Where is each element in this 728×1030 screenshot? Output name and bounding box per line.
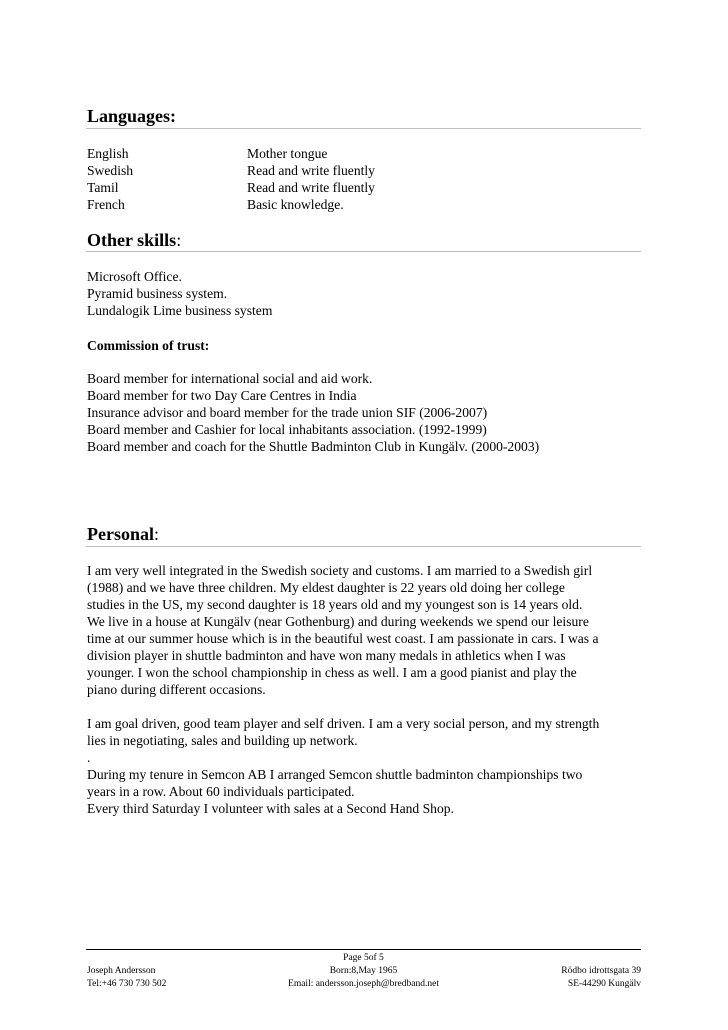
commission-item: Board member and Cashier for local inhabitants association. (1992-1999) <box>87 422 487 437</box>
language-level: Mother tongue <box>247 146 328 161</box>
language-level: Read and write fluently <box>247 163 375 178</box>
footer-phone: Tel:+46 730 730 502 <box>87 979 167 989</box>
commission-item: Insurance advisor and board member for the trade union SIF (2006-2007) <box>87 405 488 420</box>
footer-street: Rödbo idrottsgata 39 <box>561 966 641 976</box>
personal-line: lies in negotiating, sales and building up network. <box>87 733 358 748</box>
personal-line: We live in a house at Kungälv (near Gothenburg) and during weekends we spend our leisure <box>87 614 589 629</box>
language-level: Basic knowledge. <box>247 197 344 212</box>
personal-heading-text: Personal <box>87 524 154 544</box>
footer-rule <box>86 949 641 950</box>
personal-line: . <box>87 750 91 765</box>
personal-line: (1988) and we have three children. My eldest daughter is 22 years old doing her college <box>87 580 565 595</box>
language-name: Tamil <box>87 180 119 195</box>
personal-line: younger. I won the school championship in chess as well. I am a good pianist and play the <box>87 665 577 680</box>
personal-line: time at our summer house which is in the beautiful west coast. I am passionate in cars. I was a <box>87 631 599 646</box>
skill-item: Lundalogik Lime business system <box>87 303 273 318</box>
footer-name: Joseph Andersson <box>87 966 156 976</box>
language-name: Swedish <box>87 163 134 178</box>
other-skills-rule <box>86 251 641 252</box>
other-skills-heading-colon: : <box>176 230 182 250</box>
personal-line: Every third Saturday I volunteer with sales at a Second Hand Shop. <box>87 801 454 816</box>
other-skills-heading-text: Other skills <box>87 230 177 250</box>
personal-line: division player in shuttle badminton and have won many medals in athletics when I was <box>87 648 566 663</box>
skill-item: Pyramid business system. <box>87 286 228 301</box>
language-level: Read and write fluently <box>247 180 375 195</box>
personal-line: years in a row. About 60 individuals participated. <box>87 784 355 799</box>
personal-heading-colon: : <box>154 524 160 544</box>
footer-page-number: Page 5of 5 <box>343 953 384 963</box>
skill-item: Microsoft Office. <box>87 269 182 284</box>
commission-item: Board member for international social and aid work. <box>87 371 373 386</box>
commission-item: Board member and coach for the Shuttle Badminton Club in Kungälv. (2000-2003) <box>87 439 540 454</box>
languages-heading: Languages: <box>87 106 177 126</box>
footer-email: Email: andersson.joseph@bredband.net <box>288 979 439 989</box>
personal-line: piano during different occasions. <box>87 682 266 697</box>
languages-rule <box>86 128 641 129</box>
personal-line: studies in the US, my second daughter is 18 years old and my youngest son is 14 years old. <box>87 597 583 612</box>
footer-city: SE-44290 Kungälv <box>567 979 641 989</box>
personal-line: During my tenure in Semcon AB I arranged Semcon shuttle badminton championships two <box>87 767 583 782</box>
personal-line: I am very well integrated in the Swedish society and customs. I am married to a Swedish girl <box>87 563 593 578</box>
language-name: French <box>87 197 125 212</box>
language-name: English <box>87 146 129 161</box>
personal-rule <box>86 546 641 547</box>
other-skills-heading <box>87 230 181 251</box>
commission-item: Board member for two Day Care Centres in India <box>87 388 357 403</box>
personal-line: I am goal driven, good team player and self driven. I am a very social person, and my strength <box>87 716 600 731</box>
commission-heading: Commission of trust: <box>87 338 210 353</box>
personal-heading <box>87 524 159 545</box>
footer-born: Born:8,May 1965 <box>329 966 398 976</box>
